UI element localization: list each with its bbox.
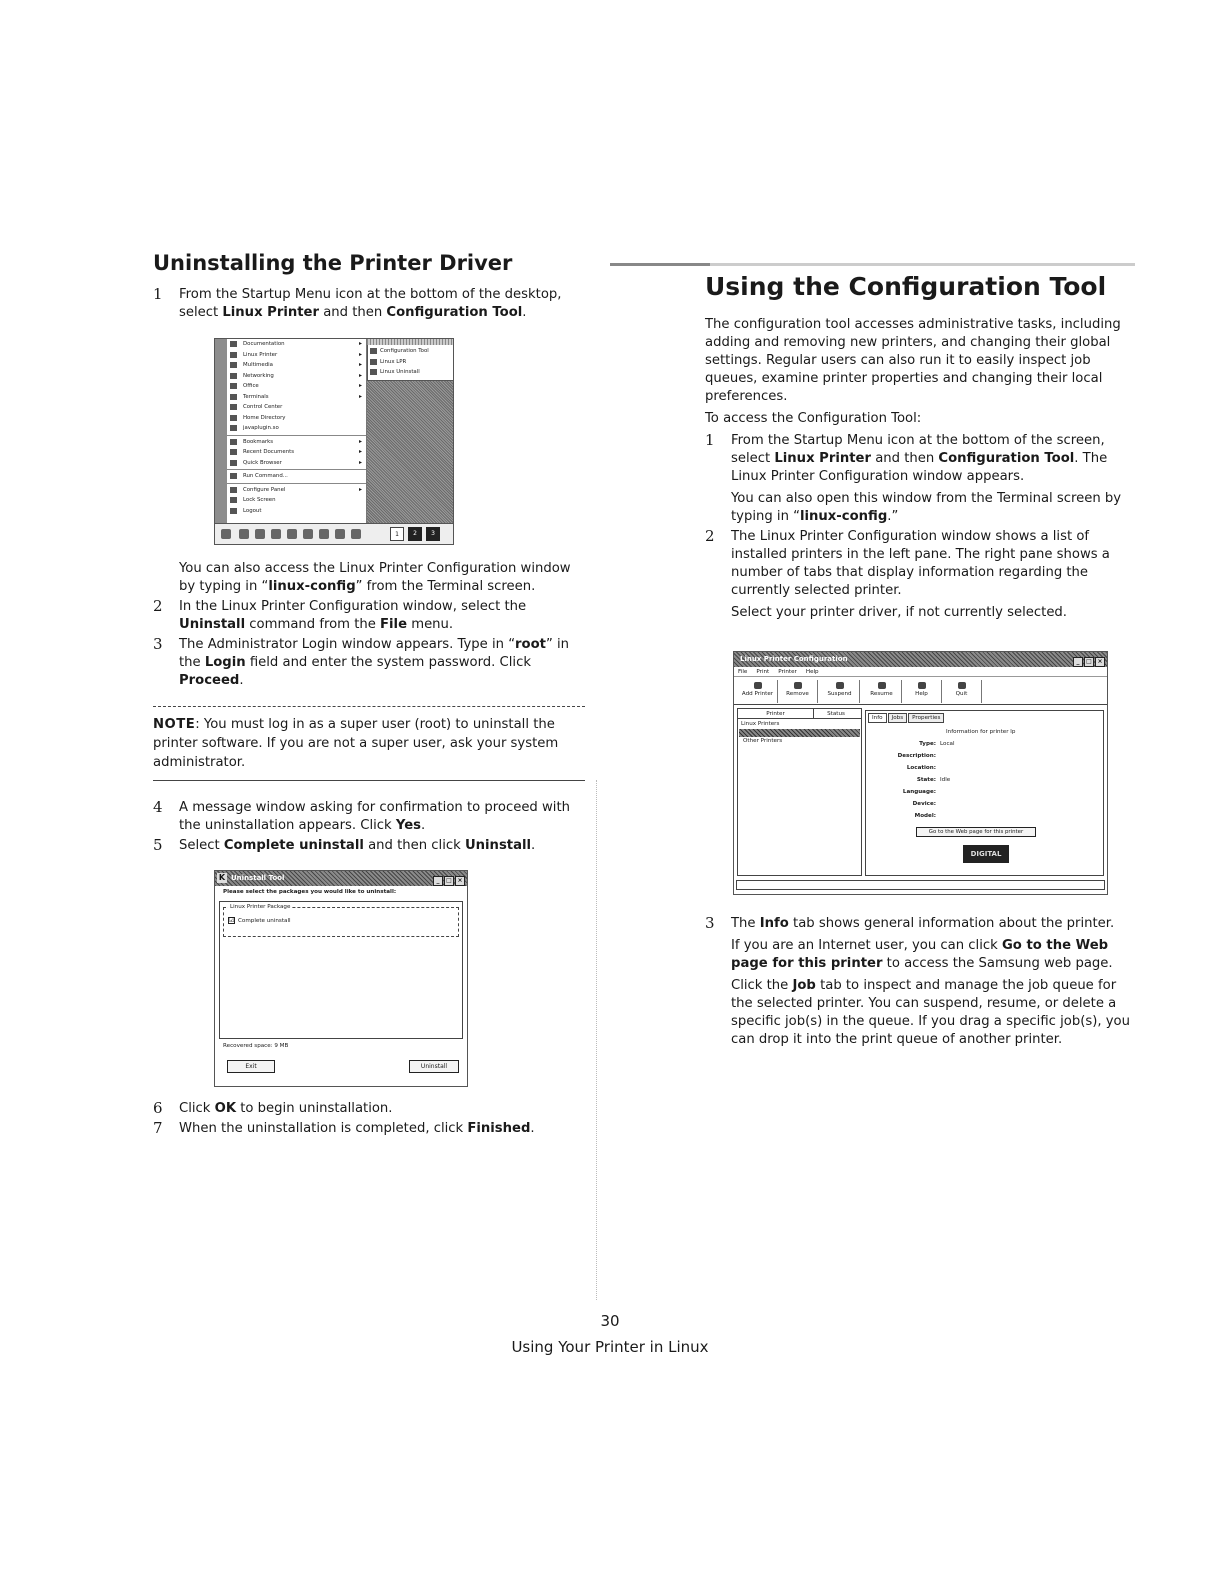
menu-file[interactable]: File [738,669,748,675]
add-printer-button[interactable]: Add Printer [738,680,778,703]
uninstall-titlebar: K Uninstall Tool _ □ × [215,871,467,886]
desktop-1-button[interactable]: 1 [390,527,404,541]
config-titlebar: Linux Printer Configuration _ □ × [734,652,1107,667]
menu-item-terminals[interactable]: Terminals ▸ [227,392,366,403]
section-heading-uninstall: Uninstalling the Printer Driver [153,251,513,275]
submenu-item-configuration-tool[interactable]: Configuration Tool [368,346,454,357]
printer-list-pane [737,708,862,876]
step-number: 1 [153,285,163,303]
linux-printer-submenu [367,339,454,381]
maximize-button[interactable]: □ [444,876,454,886]
taskbar-app-icon[interactable] [303,529,313,539]
exit-button[interactable]: Exit [227,1060,275,1073]
linux-printer-config-screenshot [733,651,1108,895]
printer-info-pane: Info Jobs Properties Information for printer lp Type: Local Description: Location: State: Idle Language: Device: Model: Go to the Web page for this printer DIGITAL [865,710,1104,876]
go-to-web-page-button[interactable]: Go to the Web page for this printer [916,827,1036,837]
kmenu-icon[interactable] [221,529,231,539]
tab-properties[interactable]: Properties [908,713,944,723]
menu-item-bookmarks[interactable]: Bookmarks ▸ [227,437,366,448]
startup-menu [227,339,367,525]
col-printer[interactable]: Printer [766,711,785,717]
selected-printer-row[interactable] [739,729,860,737]
menu-item-documentation[interactable]: Documentation ▸ [227,339,366,350]
step-1: 1 From the Startup Menu icon at the bottom of the desktop, select Linux Printer and then Configuration Tool. [153,285,562,320]
menu-item-networking[interactable]: Networking ▸ [227,371,366,382]
taskbar-app-icon[interactable] [351,529,361,539]
desktop-2-button[interactable]: 2 [408,527,422,541]
help-icon [918,682,926,689]
tree-other-printers[interactable]: Other Printers [743,738,783,744]
desktop-background [367,381,454,525]
menu-item-javaplugin[interactable]: javaplugin.so [227,423,366,434]
menu-item-logout[interactable]: Logout [227,506,366,517]
package-list [219,901,463,1039]
menu-item-configure-panel[interactable]: Configure Panel ▸ [227,485,366,496]
help-button[interactable]: Help [902,680,942,703]
right-column [705,270,1137,624]
note-box: NOTE: You must log in as a super user (root) to uninstall the printer software. If you are not a super user, ask your system administrator. [153,706,585,781]
menu-item-office[interactable]: Office ▸ [227,381,366,392]
maximize-button[interactable]: □ [1084,657,1094,667]
taskbar-app-icon[interactable] [255,529,265,539]
menu-side-strip [215,339,227,525]
footer-title: Using Your Printer in Linux [511,1338,709,1356]
menu-printer[interactable]: Printer [778,669,797,675]
right-step-1-note: You can also open this window from the Terminal screen by typing in “linux-config.” [731,491,1122,524]
package-group [223,904,459,937]
minimize-button[interactable]: _ [1073,657,1083,667]
config-toolbar [734,678,1107,705]
step-3: 3 The Administrator Login window appears. Type in “root” in the Login field and enter the system password. Click Proceed. [153,635,570,688]
taskbar-app-icon[interactable] [335,529,345,539]
right-step-2: 2 The Linux Printer Configuration window shows a list of installed printers in the left pane. The right pane shows a number of tabs that display information regarding the currently selected printer. [705,527,1110,598]
menu-item-run-command[interactable]: Run Command... [227,471,366,482]
kde-icon: K [218,873,226,882]
quit-icon [958,682,966,689]
col-status[interactable]: Status [813,709,858,719]
desktop-3-button[interactable]: 3 [426,527,440,541]
minimize-button[interactable]: _ [433,876,443,886]
remove-icon [794,682,802,689]
taskbar-app-icon[interactable] [319,529,329,539]
right-step-1: 1 From the Startup Menu icon at the bottom of the screen, select Linux Printer and then Configuration Tool. The Linux Printer Configuration window appears. [705,431,1108,484]
info-tabs [868,713,945,723]
checkbox-checked[interactable]: ☑ [229,917,235,924]
column-divider [596,780,597,1300]
resume-icon [878,682,886,689]
menu-item-quick-browser[interactable]: Quick Browser ▸ [227,458,366,469]
menu-print[interactable]: Print [756,669,770,675]
recovered-space: Recovered space: 9 MB [223,1043,289,1049]
step-5: 5 Select Complete uninstall and then click Uninstall. [153,836,536,854]
taskbar-app-icon[interactable] [287,529,297,539]
section-rule [610,263,1135,266]
info-title: Information for printer lp [946,729,1016,735]
section-heading-config-tool: Using the Configuration Tool [705,272,1107,301]
note-label: NOTE [153,717,196,732]
right-step-3-web: If you are an Internet user, you can click Go to the Web page for this printer to access the Samsung web page. [731,938,1113,971]
menu-item-home-directory[interactable]: Home Directory [227,413,366,424]
right-step-3-job: Click the Job tab to inspect and manage the job queue for the selected printer. You can suspend, resume, or delete a specific job(s) in the queue. If you drag a specific job(s), you can drop it into the print queue of another printer. [731,978,1130,1047]
printer-list-header [738,709,861,719]
taskbar-app-icon[interactable] [239,529,249,539]
menu-item-control-center[interactable]: Control Center [227,402,366,413]
step-7: 7 When the uninstallation is completed, click Finished. [153,1119,535,1137]
package-group-label: Linux Printer Package [230,904,291,910]
menu-item-multimedia[interactable]: Multimedia ▸ [227,360,366,371]
logo-image: DIGITAL [963,845,1009,863]
right-step-2-note: Select your printer driver, if not currently selected. [731,605,1067,620]
access-paragraph: To access the Configuration Tool: [705,411,922,426]
resume-button[interactable]: Resume [862,680,902,703]
step-2: 2 In the Linux Printer Configuration window, select the Uninstall command from the File menu. [153,597,527,632]
uninstall-prompt: Please select the packages you would like to uninstall: [223,889,397,895]
suspend-button[interactable]: Suspend [820,680,860,703]
left-column-bottom [153,1100,585,1140]
page-number: 30 [600,1312,620,1330]
config-menubar [734,667,1107,677]
tab-info[interactable]: Info [868,713,887,723]
close-button[interactable]: × [1095,657,1105,667]
step-4: 4 A message window asking for confirmation to proceed with the uninstallation appears. Click Yes. [153,798,570,833]
taskbar-app-icon[interactable] [271,529,281,539]
intro-paragraph: The configuration tool accesses administrative tasks, including adding and removing new printers, and changing their global settings. Regular users can also run it to easily inspect job queues, examine printer properties and changing their local preferences. [705,317,1121,404]
right-step-3: 3 The Info tab shows general information about the printer. [705,914,1115,932]
status-bar [736,880,1105,890]
right-column-bottom [705,915,1137,1051]
startup-menu-screenshot [214,338,454,545]
menu-item-recent-documents[interactable]: Recent Documents ▸ [227,447,366,458]
step-6: 6 Click OK to begin uninstallation. [153,1099,393,1117]
quit-button[interactable]: Quit [942,680,982,703]
complete-uninstall-option[interactable]: ☑ Complete uninstall [229,917,291,924]
uninstall-tool-screenshot [214,870,468,1087]
printer-icon [754,682,762,689]
remove-button[interactable]: Remove [778,680,818,703]
suspend-icon [836,682,844,689]
menu-help[interactable]: Help [805,669,819,675]
submenu-item-linux-lpr[interactable]: Linux LPR [368,357,454,368]
menu-item-lock-screen[interactable]: Lock Screen [227,495,366,506]
submenu-item-linux-uninstall[interactable]: Linux Uninstall [368,367,454,378]
close-button[interactable]: × [455,876,465,886]
step-1-note: You can also access the Linux Printer Configuration window by typing in “linux-config” from the Terminal screen. [179,561,571,594]
uninstall-button[interactable]: Uninstall [409,1060,459,1073]
tree-linux-printers[interactable]: Linux Printers [741,721,780,727]
menu-item-linux-printer[interactable]: Linux Printer ▸ [227,350,366,361]
taskbar [215,523,454,544]
tab-jobs[interactable]: Jobs [888,713,908,723]
menu-decoration [367,339,454,345]
